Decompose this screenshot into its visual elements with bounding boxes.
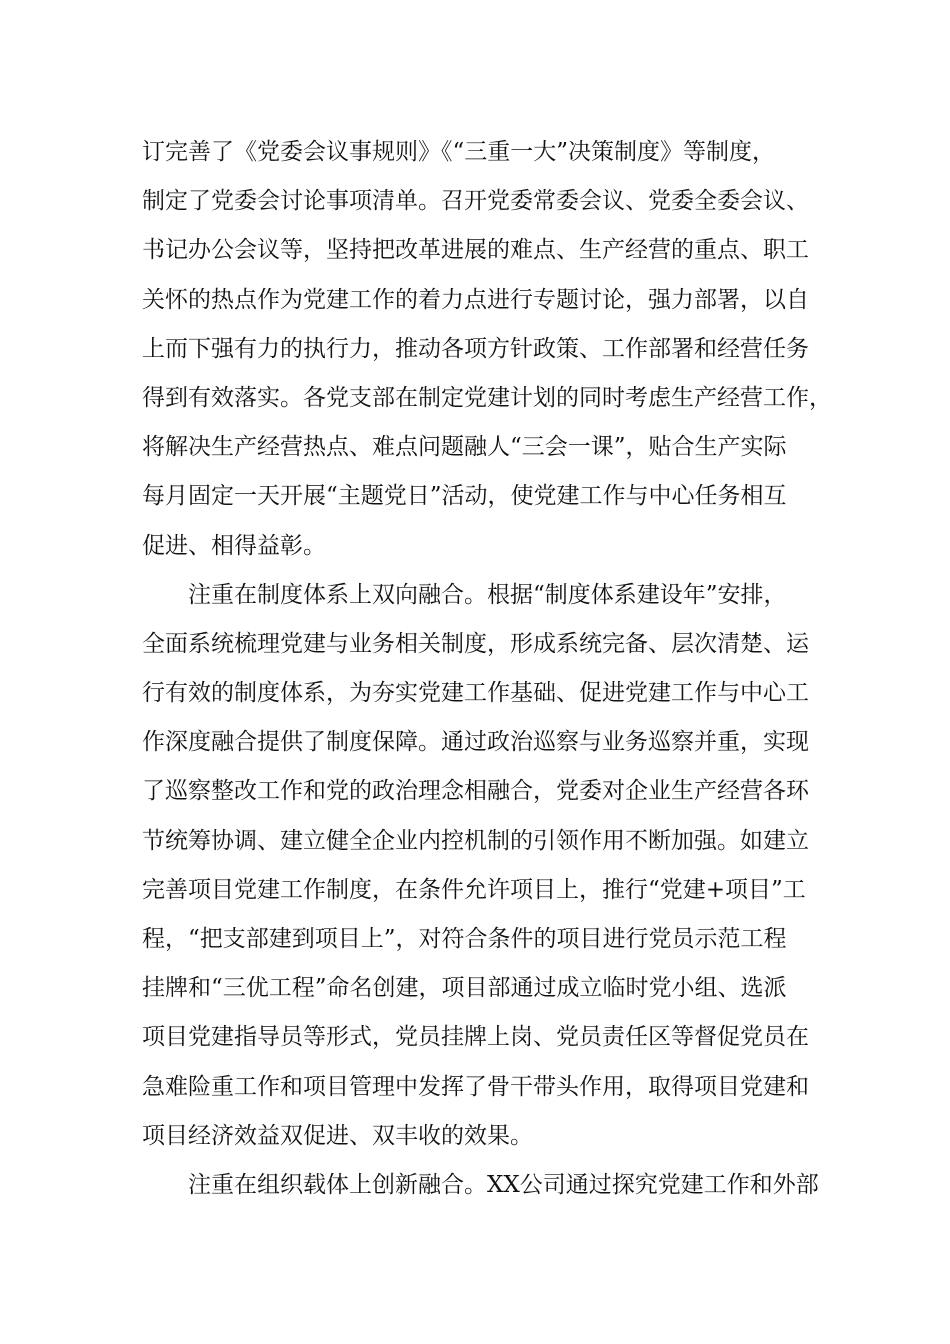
text-line: 将解决生产经营热点、难点问题融人“三会一课”，贴合生产实际 (142, 434, 787, 461)
text-line: 制定了党委会讨论事项清单。召开党委常委会议、党委全委会议、 (142, 188, 809, 215)
text-line: 每月固定一天开展“主题党日”活动，使党建工作与中心任务相互 (142, 483, 787, 510)
text-line-indented: 注重在组织载体上创新融合。XX公司通过探究党建工作和外部 (188, 1171, 819, 1198)
text-line: 项目经济效益双促进、双丰收的效果。 (142, 1122, 533, 1149)
paragraph-2 (142, 571, 822, 1161)
paragraph-1 (142, 128, 832, 571)
text-line: 项目党建指导员等形式，党员挂牌上岗、党员责任区等督促党员在 (142, 1024, 809, 1051)
text-line: 得到有效落实。各党支部在制定党建计划的同时考虑生产经营工作， (142, 384, 832, 411)
text-line: 订完善了《党委会议事规则》《“三重一大”决策制度》等制度， (142, 139, 776, 165)
text-line: 了巡察整改工作和党的政治理念相融合，党委对企业生产经营各环 (142, 778, 809, 805)
text-line: 挂牌和“三优工程”命名创建，项目部通过成立临时党小组、选派 (142, 975, 787, 1002)
text-line: 节统筹协调、建立健全企业内控机制的引领作用不断加强。如建立 (142, 827, 809, 854)
text-line: 上而下强有力的执行力，推动各项方针政策、工作部署和经营任务 (142, 335, 809, 362)
text-line: 程，“把支部建到项目上”，对符合条件的项目进行党员示范工程 (142, 926, 787, 952)
text-line: 行有效的制度体系，为夯实党建工作基础、促进党建工作与中心工 (142, 680, 809, 707)
text-line: 促进、相得益彰。 (142, 532, 326, 559)
text-line: 完善项目党建工作制度，在条件允许项目上，推行“党建+项目”工 (142, 876, 806, 903)
document-body (142, 128, 832, 1210)
text-line: 关怀的热点作为党建工作的着力点进行专题讨论，强力部署，以自 (142, 286, 809, 313)
text-line: 急难险重工作和项目管理中发挥了骨干带头作用，取得项目党建和 (142, 1073, 809, 1100)
text-line-indented: 注重在制度体系上双向融合。根据“制度体系建设年”安排， (188, 581, 787, 608)
text-line: 书记办公会议等，坚持把改革进展的难点、生产经营的重点、职工 (142, 237, 809, 264)
text-line: 作深度融合提供了制度保障。通过政治巡察与业务巡察并重，实现 (142, 729, 809, 756)
text-line: 全面系统梳理党建与业务相关制度，形成系统完备、层次清楚、运 (142, 630, 809, 657)
paragraph-3 (142, 1161, 822, 1210)
